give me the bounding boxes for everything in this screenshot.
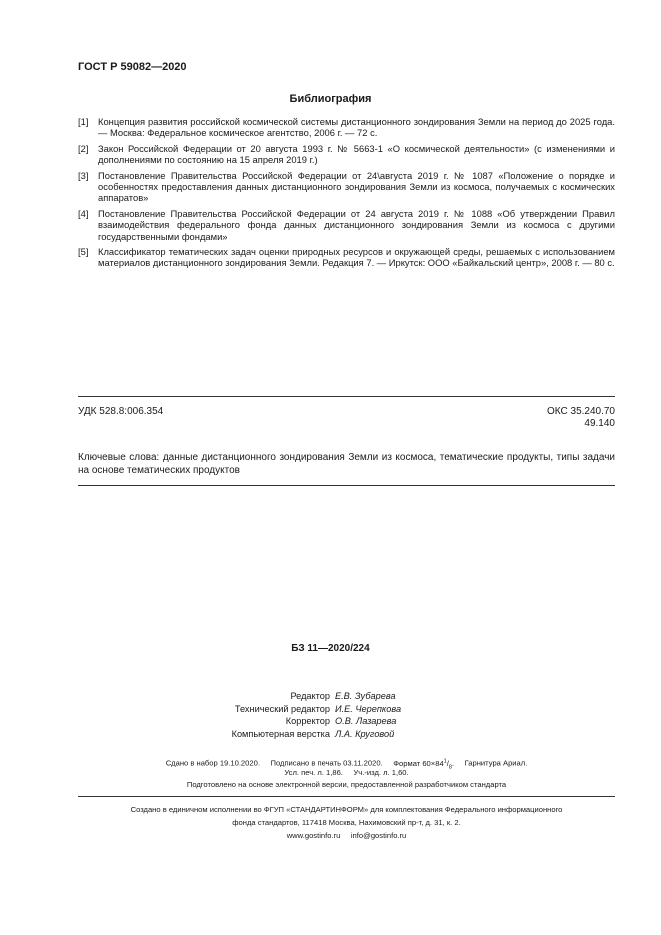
bibliography-item <box>78 143 615 166</box>
item-number: [3] <box>78 169 89 181</box>
typeface: Гарнитура Ариал. <box>464 758 528 768</box>
item-number: [1] <box>78 116 89 127</box>
divider-top <box>78 396 615 397</box>
bibliography-list <box>78 116 615 273</box>
credit-label: Корректор <box>285 716 330 727</box>
divider-bottom <box>78 485 615 486</box>
credit-label: Редактор <box>290 691 330 701</box>
item-text: Постановление Правительства Российской Федерации от 24\августа 2019 г. № 1087 «Положение о порядке и особенностях предоставления данных дистанционного зондирования Земли из космоса, получаемых с космических аппаратов» <box>98 169 615 204</box>
item-number: [4] <box>78 207 89 219</box>
publisher-contacts <box>78 829 615 842</box>
credit-row <box>150 715 500 728</box>
prepared-note: Подготовлено на основе электронной версии, предоставленной разработчиком стандарта <box>186 780 507 789</box>
bibliography-item <box>78 170 615 204</box>
item-number: [2] <box>78 142 89 154</box>
credit-name: И.Е. Черепкова <box>335 703 402 714</box>
credit-row <box>150 728 500 741</box>
oks-line-1: ОКС 35.240.70 <box>547 406 615 417</box>
email-link[interactable]: info@gostinfo.ru <box>350 831 407 840</box>
credit-row <box>150 690 500 703</box>
print-info-line-2 <box>78 767 615 779</box>
website-link[interactable]: www.gostinfo.ru <box>286 831 341 840</box>
credit-name: Л.А. Круговой <box>335 728 395 739</box>
credit-label: Компьютерная верстка <box>231 728 330 739</box>
item-text: Классификатор тематических задач оценки природных ресурсов и окружающей среды, решаемых с использованием материалов дистанционного зондирования Земли. Редакция 7. — Иркутск: ООО «Байкальский центр», 2008 г. — 80 с. <box>98 246 615 269</box>
oks-line-2: 49.140 <box>584 418 615 429</box>
publisher-info <box>78 803 615 842</box>
sent-date: Сдано в набор 19.10.2020. <box>165 758 260 768</box>
publisher-line-1: Создано в единичном исполнении во ФГУП «СТАНДАРТИНФОРМ» для комплектования Федерального информационного <box>130 805 563 814</box>
keywords: Ключевые слова: данные дистанционного зондирования Земли из космоса, тематические продукты, типы задачи на основе тематических продуктов <box>78 452 615 476</box>
oks-code <box>547 406 615 430</box>
print-sheets: Усл. печ. л. 1,86. <box>284 768 343 777</box>
bz-number: БЗ 11—2020/224 <box>291 643 370 654</box>
credit-label: Технический редактор <box>234 703 330 714</box>
divider-footer <box>78 796 615 797</box>
credit-name: О.В. Лазарева <box>335 716 397 727</box>
bibliography-title: Библиография <box>289 93 372 105</box>
publication-sheets: Уч.-изд. л. 1,60. <box>353 768 409 777</box>
udk-code: УДК 528.8:006.354 <box>78 406 164 417</box>
bibliography-item <box>78 246 615 269</box>
credit-name: Е.В. Зубарева <box>335 691 396 701</box>
item-text: Концепция развития российской космической системы дистанционного зондирования Земли на период до 2025 года. — Москва: Федеральное космическое агентство, 2006 г. — 72 с. <box>98 116 615 139</box>
bibliography-item <box>78 208 615 242</box>
item-text: Закон Российской Федерации от 20 августа 1993 г. № 5663-1 «О космической деятельности» (с изменениями и дополнениями по состоянию на 15 апреля 2019 г.) <box>98 142 615 166</box>
bibliography-item <box>78 116 615 139</box>
item-text: Постановление Правительства Российской Федерации от 24 августа 2019 г. № 1088 «Об утверждении Правил взаимодействия федерального фонда данных дистанционного зондирования Земли из космоса с другими государственными фондами» <box>98 207 615 242</box>
item-number: [5] <box>78 246 89 258</box>
publisher-line-2: фонда стандартов, 117418 Москва, Нахимовский пр-т, д. 31, к. 2. <box>232 818 461 827</box>
credits-block <box>150 690 500 740</box>
paper-format: Формат $60\times 84^1/_8$. <box>393 758 455 771</box>
credit-row <box>150 703 500 716</box>
signed-date: Подписано в печать 03.11.2020. <box>270 758 383 768</box>
document-code: ГОСТ Р 59082—2020 <box>78 61 187 73</box>
